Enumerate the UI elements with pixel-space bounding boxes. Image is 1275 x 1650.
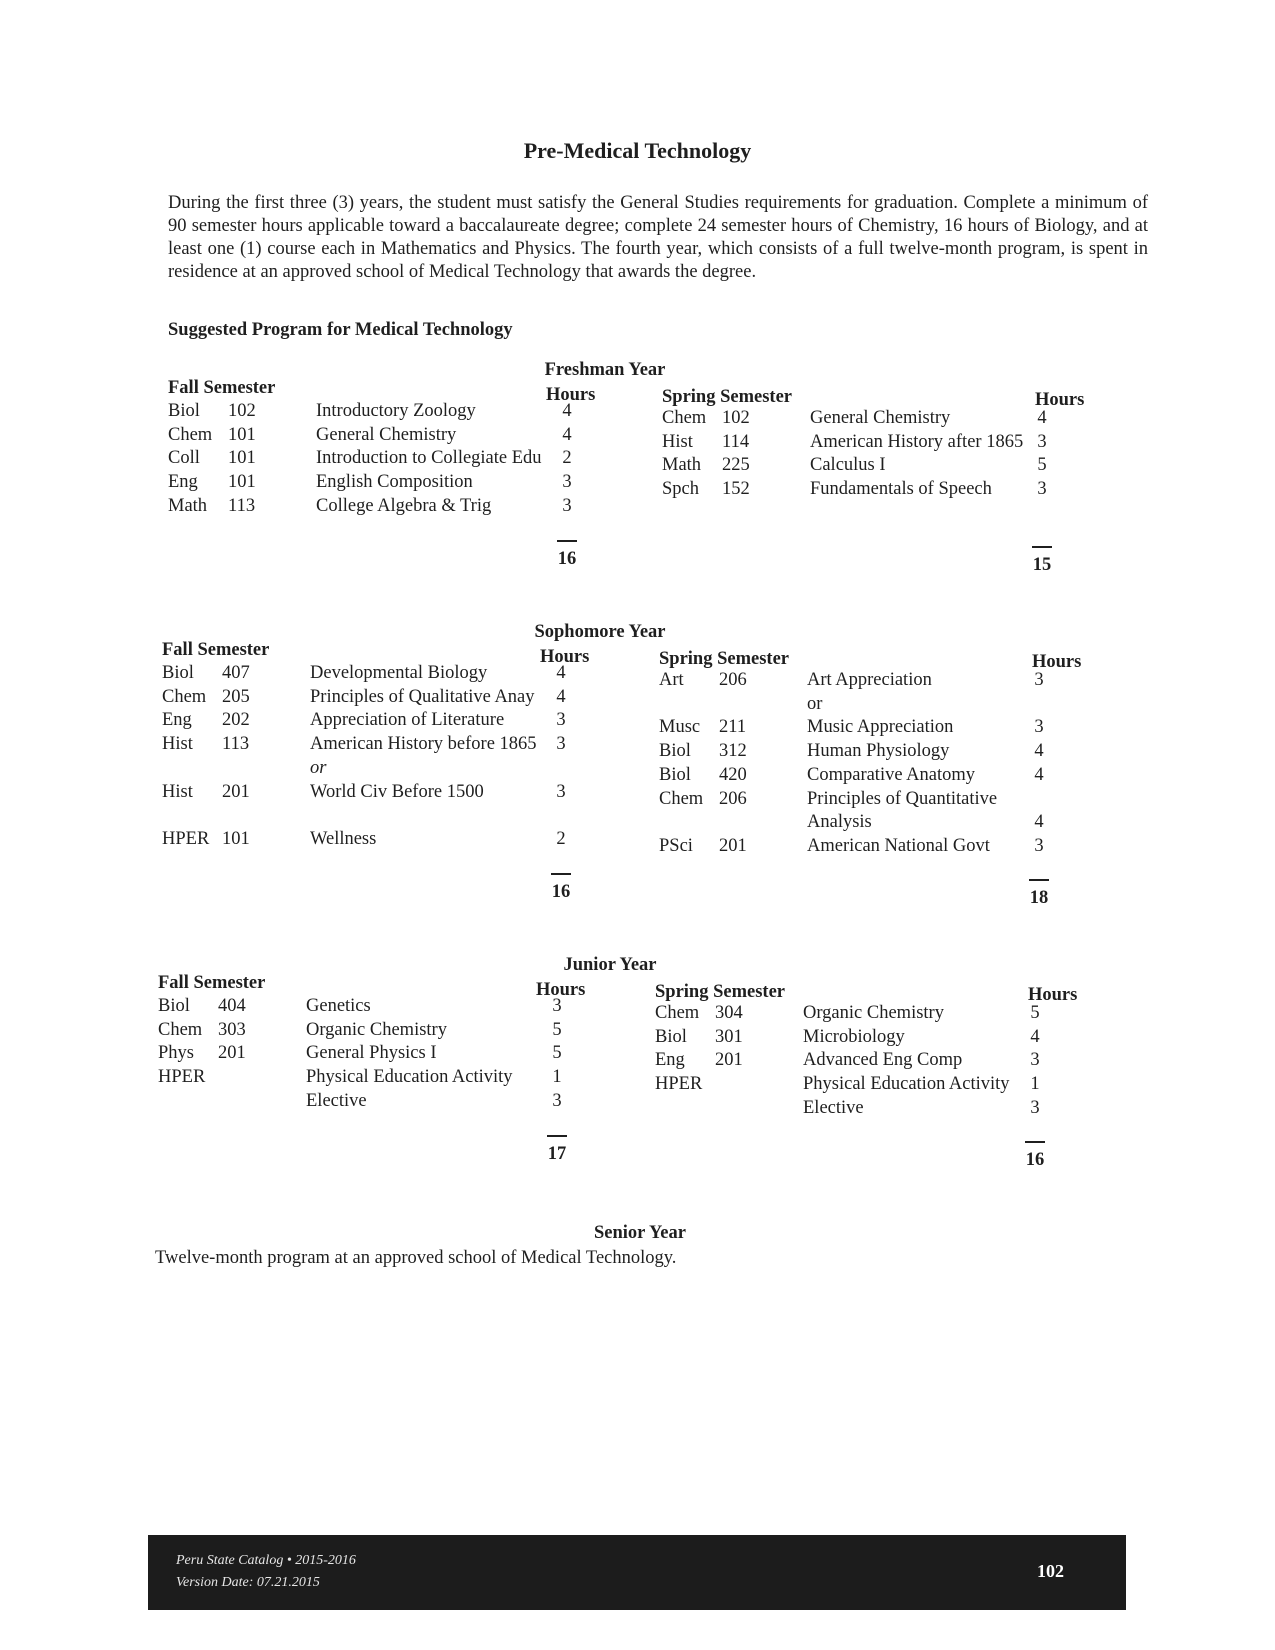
year-heading: Freshman Year [544, 360, 666, 380]
course-dept: HPER [162, 828, 210, 849]
course-hours: 3 [1037, 431, 1047, 452]
course-dept: Spch [662, 479, 699, 500]
course-hours: 3 [1034, 835, 1044, 856]
course-row [655, 1050, 1068, 1075]
course-row [162, 782, 594, 807]
fall-total-hours: 16 [550, 549, 584, 570]
course-row [659, 789, 1072, 814]
course-row [659, 694, 1072, 719]
course-dept: Math [662, 455, 702, 476]
course-dept: Chem [168, 424, 213, 445]
course-title: Elective [306, 1090, 367, 1111]
course-title: Organic Chemistry [306, 1019, 447, 1040]
course-title: Wellness [310, 828, 377, 849]
course-row [659, 670, 1072, 695]
course-title: American National Govt [807, 835, 990, 856]
course-number: 201 [218, 1043, 246, 1064]
course-hours: 3 [1037, 479, 1047, 500]
course-hours: 1 [1030, 1074, 1040, 1095]
course-hours: 3 [556, 781, 566, 802]
course-row [162, 687, 594, 712]
course-number: 206 [719, 788, 747, 809]
course-title: American History before 1865 [310, 734, 537, 755]
course-dept: HPER [655, 1074, 703, 1095]
course-title: Physical Education Activity [803, 1074, 1010, 1095]
course-dept: Chem [158, 1019, 203, 1040]
course-hours: 3 [1034, 670, 1044, 690]
course-title: Genetics [306, 996, 371, 1016]
course-row [168, 472, 600, 497]
course-hours: 5 [552, 1019, 562, 1040]
course-title: Elective [803, 1097, 864, 1118]
course-title: Advanced Eng Comp [803, 1050, 963, 1071]
course-title: Principles of Qualitative Anay [310, 686, 535, 707]
course-dept: Phys [158, 1043, 194, 1064]
course-number: 225 [722, 455, 750, 476]
course-dept: Biol [158, 996, 190, 1016]
course-dept: Eng [168, 472, 198, 493]
course-dept: Math [168, 495, 208, 516]
course-number: 152 [722, 479, 750, 500]
course-dept: HPER [158, 1067, 206, 1088]
course-title: World Civ Before 1500 [310, 781, 484, 802]
course-number: 201 [222, 781, 250, 802]
course-number: 211 [719, 717, 747, 738]
course-row [162, 734, 594, 759]
course-number: 404 [218, 996, 246, 1016]
fall-total-hours: 17 [540, 1144, 574, 1165]
course-number: 101 [228, 472, 256, 493]
course-dept: Chem [662, 408, 707, 428]
course-hours: 4 [1034, 741, 1044, 762]
course-hours: 5 [1030, 1003, 1040, 1023]
page-footer [148, 1535, 1126, 1610]
course-title: Fundamentals of Speech [810, 479, 992, 500]
course-number: 206 [719, 670, 747, 690]
course-number: 113 [228, 495, 256, 516]
course-title: General Chemistry [810, 408, 951, 428]
course-dept: PSci [659, 835, 693, 856]
intro-paragraph: During the first three (3) years, the student must satisfy the General Studies requirements for graduation. Complete a minimum of 90 semester hours applicable toward a baccalaureate degree; complete 24 semester hours of Chemistry, 16 hours of Biology, and at least one (1) course each in Mathematics and Physics. The fourth year, which consists of a full twelve-month program, is spent in residence at an approved school of Medical Technology that awards the degree. [168, 193, 1148, 282]
fall-hours-heading: Hours [536, 980, 586, 1000]
course-title: English Composition [316, 472, 473, 493]
course-dept: Chem [162, 686, 207, 707]
course-number: 205 [222, 686, 250, 707]
course-hours: 4 [562, 401, 572, 421]
course-title: Introductory Zoology [316, 401, 476, 421]
course-row [162, 710, 594, 735]
course-row [158, 1091, 590, 1116]
course-dept: Biol [659, 741, 691, 762]
course-hours: 1 [552, 1067, 562, 1088]
course-row [659, 741, 1072, 766]
course-dept: Hist [162, 734, 193, 755]
course-title: College Algebra & Trig [316, 495, 492, 516]
suggested-program-heading: Suggested Program for Medical Technology [168, 320, 513, 340]
course-row [659, 812, 1072, 837]
course-number: 101 [228, 424, 256, 445]
course-row [168, 401, 600, 426]
course-row [655, 1098, 1068, 1123]
course-hours: 3 [562, 472, 572, 493]
course-dept: Chem [659, 788, 704, 809]
course-row [662, 455, 1075, 480]
footer-catalog: Peru State Catalog • 2015-2016 [176, 1553, 356, 1568]
course-row [162, 805, 594, 830]
spring-total-hours: 15 [1025, 555, 1059, 576]
course-hours: 4 [556, 686, 566, 707]
course-dept: Coll [168, 448, 200, 469]
course-row [162, 829, 594, 854]
course-dept: Biol [168, 401, 200, 421]
course-dept: Hist [162, 781, 193, 802]
course-row [168, 496, 600, 521]
course-row [655, 1027, 1068, 1052]
course-dept: Biol [162, 663, 194, 683]
course-dept: Eng [655, 1050, 685, 1071]
course-number: 101 [228, 448, 256, 469]
course-hours: 5 [552, 1043, 562, 1064]
fall-hours-heading: Hours [546, 385, 596, 405]
course-title: Principles of Quantitative [807, 788, 998, 809]
course-number: 114 [722, 431, 750, 452]
course-row [158, 1043, 590, 1068]
course-number: 304 [715, 1003, 743, 1023]
course-hours: 3 [556, 734, 566, 755]
senior-year-text: Twelve-month program at an approved school of Medical Technology. [155, 1248, 677, 1268]
fall-total-hours: 16 [544, 882, 578, 903]
course-hours: 4 [562, 424, 572, 445]
course-row [662, 432, 1075, 457]
course-hours: 4 [1034, 764, 1044, 785]
spring-semester-heading: Spring Semester [659, 649, 789, 669]
course-row [162, 663, 594, 688]
course-hours: 3 [552, 996, 562, 1016]
course-number: 102 [722, 408, 750, 428]
course-number: 202 [222, 710, 250, 731]
course-number: 420 [719, 764, 747, 785]
course-row [158, 1020, 590, 1045]
footer-version-date: Version Date: 07.21.2015 [176, 1575, 320, 1590]
course-number: 301 [715, 1026, 743, 1047]
spring-semester-heading: Spring Semester [662, 387, 792, 407]
course-dept: Art [659, 670, 684, 690]
course-number: 303 [218, 1019, 246, 1040]
spring-hours-heading: Hours [1035, 390, 1085, 410]
course-row [655, 1003, 1068, 1028]
page-title: Pre-Medical Technology [523, 138, 752, 163]
page-number: 102 [1037, 1561, 1064, 1581]
course-hours: 3 [556, 710, 566, 731]
spring-total-hours: 18 [1022, 888, 1056, 909]
course-hours: 3 [552, 1090, 562, 1111]
spring-hours-heading: Hours [1028, 985, 1078, 1005]
course-dept: Eng [162, 710, 192, 731]
course-hours: 4 [1034, 812, 1044, 833]
course-number: 407 [222, 663, 250, 683]
course-hours: 2 [556, 828, 566, 849]
course-title: General Chemistry [316, 424, 457, 445]
course-title: Analysis [807, 812, 872, 833]
course-hours: 4 [556, 663, 566, 683]
course-hours: 3 [562, 495, 572, 516]
course-row [655, 1074, 1068, 1099]
course-title: General Physics I [306, 1043, 437, 1064]
course-title: or [310, 757, 327, 778]
course-number: 102 [228, 401, 256, 421]
course-title: Calculus I [810, 455, 886, 476]
course-title: American History after 1865 [810, 431, 1024, 452]
course-hours: 2 [562, 448, 572, 469]
course-row [158, 1067, 590, 1092]
course-row [659, 836, 1072, 861]
course-title: Human Physiology [807, 741, 950, 762]
course-row [662, 408, 1075, 433]
course-title: Organic Chemistry [803, 1003, 944, 1023]
course-number: 101 [222, 828, 250, 849]
course-dept: Biol [655, 1026, 687, 1047]
course-row [158, 996, 590, 1021]
course-title: Appreciation of Literature [310, 710, 505, 731]
course-row [168, 425, 600, 450]
fall-hours-heading: Hours [540, 647, 590, 667]
course-hours: 4 [1037, 408, 1047, 428]
course-title: Art Appreciation [807, 670, 932, 690]
course-number: 201 [719, 835, 747, 856]
spring-hours-heading: Hours [1032, 652, 1082, 672]
fall-semester-heading: Fall Semester [158, 973, 266, 993]
course-title: Comparative Anatomy [807, 764, 976, 785]
course-hours: 3 [1030, 1097, 1040, 1118]
fall-semester-heading: Fall Semester [168, 378, 276, 398]
course-title: Music Appreciation [807, 717, 954, 738]
senior-year-heading: Senior Year [594, 1223, 686, 1243]
course-number: 201 [715, 1050, 743, 1071]
course-title: or [807, 693, 823, 714]
course-title: Developmental Biology [310, 663, 488, 683]
course-number: 312 [719, 741, 747, 762]
course-hours: 3 [1030, 1050, 1040, 1071]
course-row [662, 479, 1075, 504]
course-hours: 5 [1037, 455, 1047, 476]
spring-total-hours: 16 [1018, 1150, 1052, 1171]
course-title: Microbiology [803, 1026, 905, 1047]
course-dept: Musc [659, 717, 701, 738]
fall-semester-heading: Fall Semester [162, 640, 270, 660]
course-hours: 4 [1030, 1026, 1040, 1047]
course-row [659, 717, 1072, 742]
course-dept: Chem [655, 1003, 700, 1023]
course-hours: 3 [1034, 717, 1044, 738]
course-row [162, 758, 594, 783]
course-title: Physical Education Activity [306, 1067, 513, 1088]
year-heading: Sophomore Year [534, 622, 666, 642]
course-title: Introduction to Collegiate Edu [316, 448, 542, 469]
course-row [168, 448, 600, 473]
course-dept: Hist [662, 431, 693, 452]
course-row [659, 765, 1072, 790]
course-number: 113 [222, 734, 250, 755]
course-dept: Biol [659, 764, 691, 785]
spring-semester-heading: Spring Semester [655, 982, 785, 1002]
year-heading: Junior Year [563, 955, 657, 975]
